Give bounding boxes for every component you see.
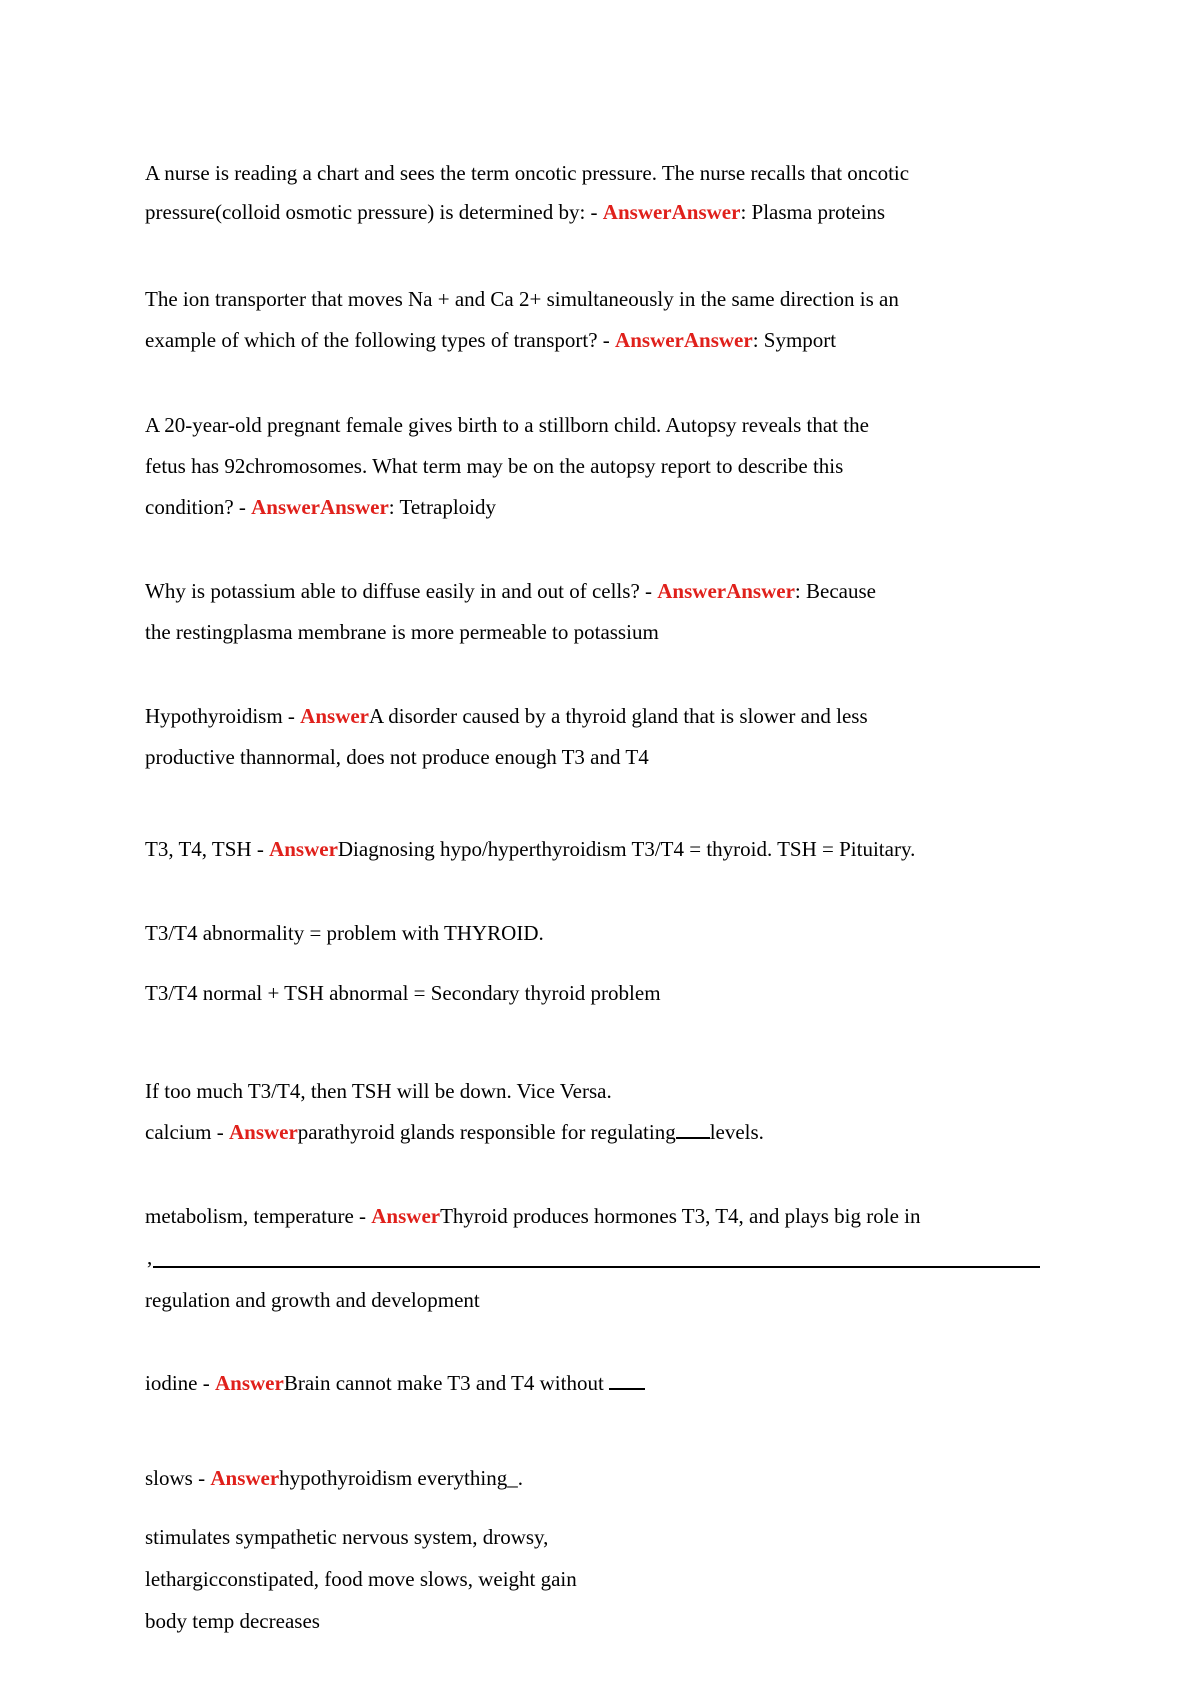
question-text <box>145 453 843 479</box>
question-line: example of which of the following types of transport? - <box>145 328 616 352</box>
fill-blank-line <box>153 1266 1040 1268</box>
question-line: Why is potassium able to diffuse easily in and out of cells? - <box>145 579 658 603</box>
answer-label: Answer <box>214 1371 284 1395</box>
note-text <box>145 980 661 1006</box>
answer-text: : Tetraploidy <box>388 495 497 519</box>
question-line: calcium - <box>145 1120 229 1144</box>
answer-text: levels. <box>709 1120 764 1144</box>
question-text <box>145 199 885 225</box>
note-text <box>145 1608 320 1634</box>
question-text <box>145 160 909 186</box>
note-line: stimulates sympathetic nervous system, drowsy, <box>145 1525 549 1549</box>
note-line: body temp decreases <box>145 1609 320 1633</box>
note-line: If too much T3/T4, then TSH will be down. Vice Versa. <box>145 1079 612 1103</box>
question-text <box>145 286 899 312</box>
question-text <box>145 703 868 729</box>
note-text <box>145 1566 577 1592</box>
question-text <box>145 412 869 438</box>
answer-line: the restingplasma membrane is more permeable to potassium <box>145 620 659 644</box>
question-text <box>145 1203 921 1229</box>
answer-continuation <box>145 619 659 645</box>
note-text <box>145 1078 612 1104</box>
answer-line: regulation and growth and development <box>145 1288 480 1312</box>
question-text <box>145 578 876 604</box>
question-text <box>145 1370 645 1396</box>
note-line: lethargicconstipated, food move slows, weight gain <box>145 1567 577 1591</box>
question-line: T3, T4, TSH - <box>145 837 270 861</box>
question-line: condition? - <box>145 495 252 519</box>
answer-label: AnswerAnswer <box>615 328 753 352</box>
question-text <box>145 836 915 862</box>
answer-text: : Because <box>794 579 876 603</box>
question-text <box>145 494 496 520</box>
answer-continuation <box>145 744 649 770</box>
answer-text: A disorder caused by a thyroid gland that is slower and less <box>369 704 868 728</box>
question-line: A nurse is reading a chart and sees the term oncotic pressure. The nurse recalls that oncotic <box>145 161 910 185</box>
answer-text: Thyroid produces hormones T3, T4, and plays big role in <box>440 1204 921 1228</box>
question-line: A 20-year-old pregnant female gives birth to a stillborn child. Autopsy reveals that the <box>145 413 869 437</box>
answer-text: hypothyroidism everything_. <box>279 1466 523 1490</box>
answer-text: Brain cannot make T3 and T4 without <box>283 1371 610 1395</box>
answer-label: Answer <box>228 1120 298 1144</box>
note-text <box>145 920 544 946</box>
blank-comma <box>147 1244 152 1270</box>
question-line: slows - <box>145 1466 211 1490</box>
answer-line: productive thannormal, does not produce enough T3 and T4 <box>145 745 649 769</box>
question-line: Hypothyroidism - <box>145 704 301 728</box>
answer-continuation <box>145 1287 480 1313</box>
answer-label: AnswerAnswer <box>251 495 389 519</box>
answer-label: Answer <box>300 704 369 728</box>
answer-label: Answer <box>210 1466 280 1490</box>
answer-label: Answer <box>269 837 338 861</box>
question-text <box>145 1465 523 1491</box>
answer-text: Diagnosing hypo/hyperthyroidism T3/T4 = thyroid. TSH = Pituitary. <box>337 837 916 861</box>
question-line: fetus has 92chromosomes. What term may be on the autopsy report to describe this <box>145 454 844 478</box>
fill-blank <box>609 1370 645 1390</box>
question-line: metabolism, temperature - <box>145 1204 372 1228</box>
question-line: pressure(colloid osmotic pressure) is determined by: - <box>145 200 603 224</box>
answer-label: AnswerAnswer <box>602 200 741 224</box>
answer-label: Answer <box>371 1204 441 1228</box>
question-text <box>145 327 836 353</box>
answer-label: AnswerAnswer <box>657 579 795 603</box>
comma-text: , <box>147 1245 153 1269</box>
question-line: The ion transporter that moves Na + and Ca 2+ simultaneously in the same direction is an <box>145 287 899 311</box>
question-line: iodine - <box>145 1371 215 1395</box>
note-text <box>145 1524 548 1550</box>
fill-blank <box>676 1119 710 1139</box>
question-text <box>145 1119 764 1145</box>
note-line: T3/T4 normal + TSH abnormal = Secondary thyroid problem <box>145 981 661 1005</box>
answer-text: : Symport <box>752 328 837 352</box>
answer-text: : Plasma proteins <box>740 200 886 224</box>
note-line: T3/T4 abnormality = problem with THYROID. <box>145 921 544 945</box>
answer-text: parathyroid glands responsible for regulating <box>297 1120 676 1144</box>
